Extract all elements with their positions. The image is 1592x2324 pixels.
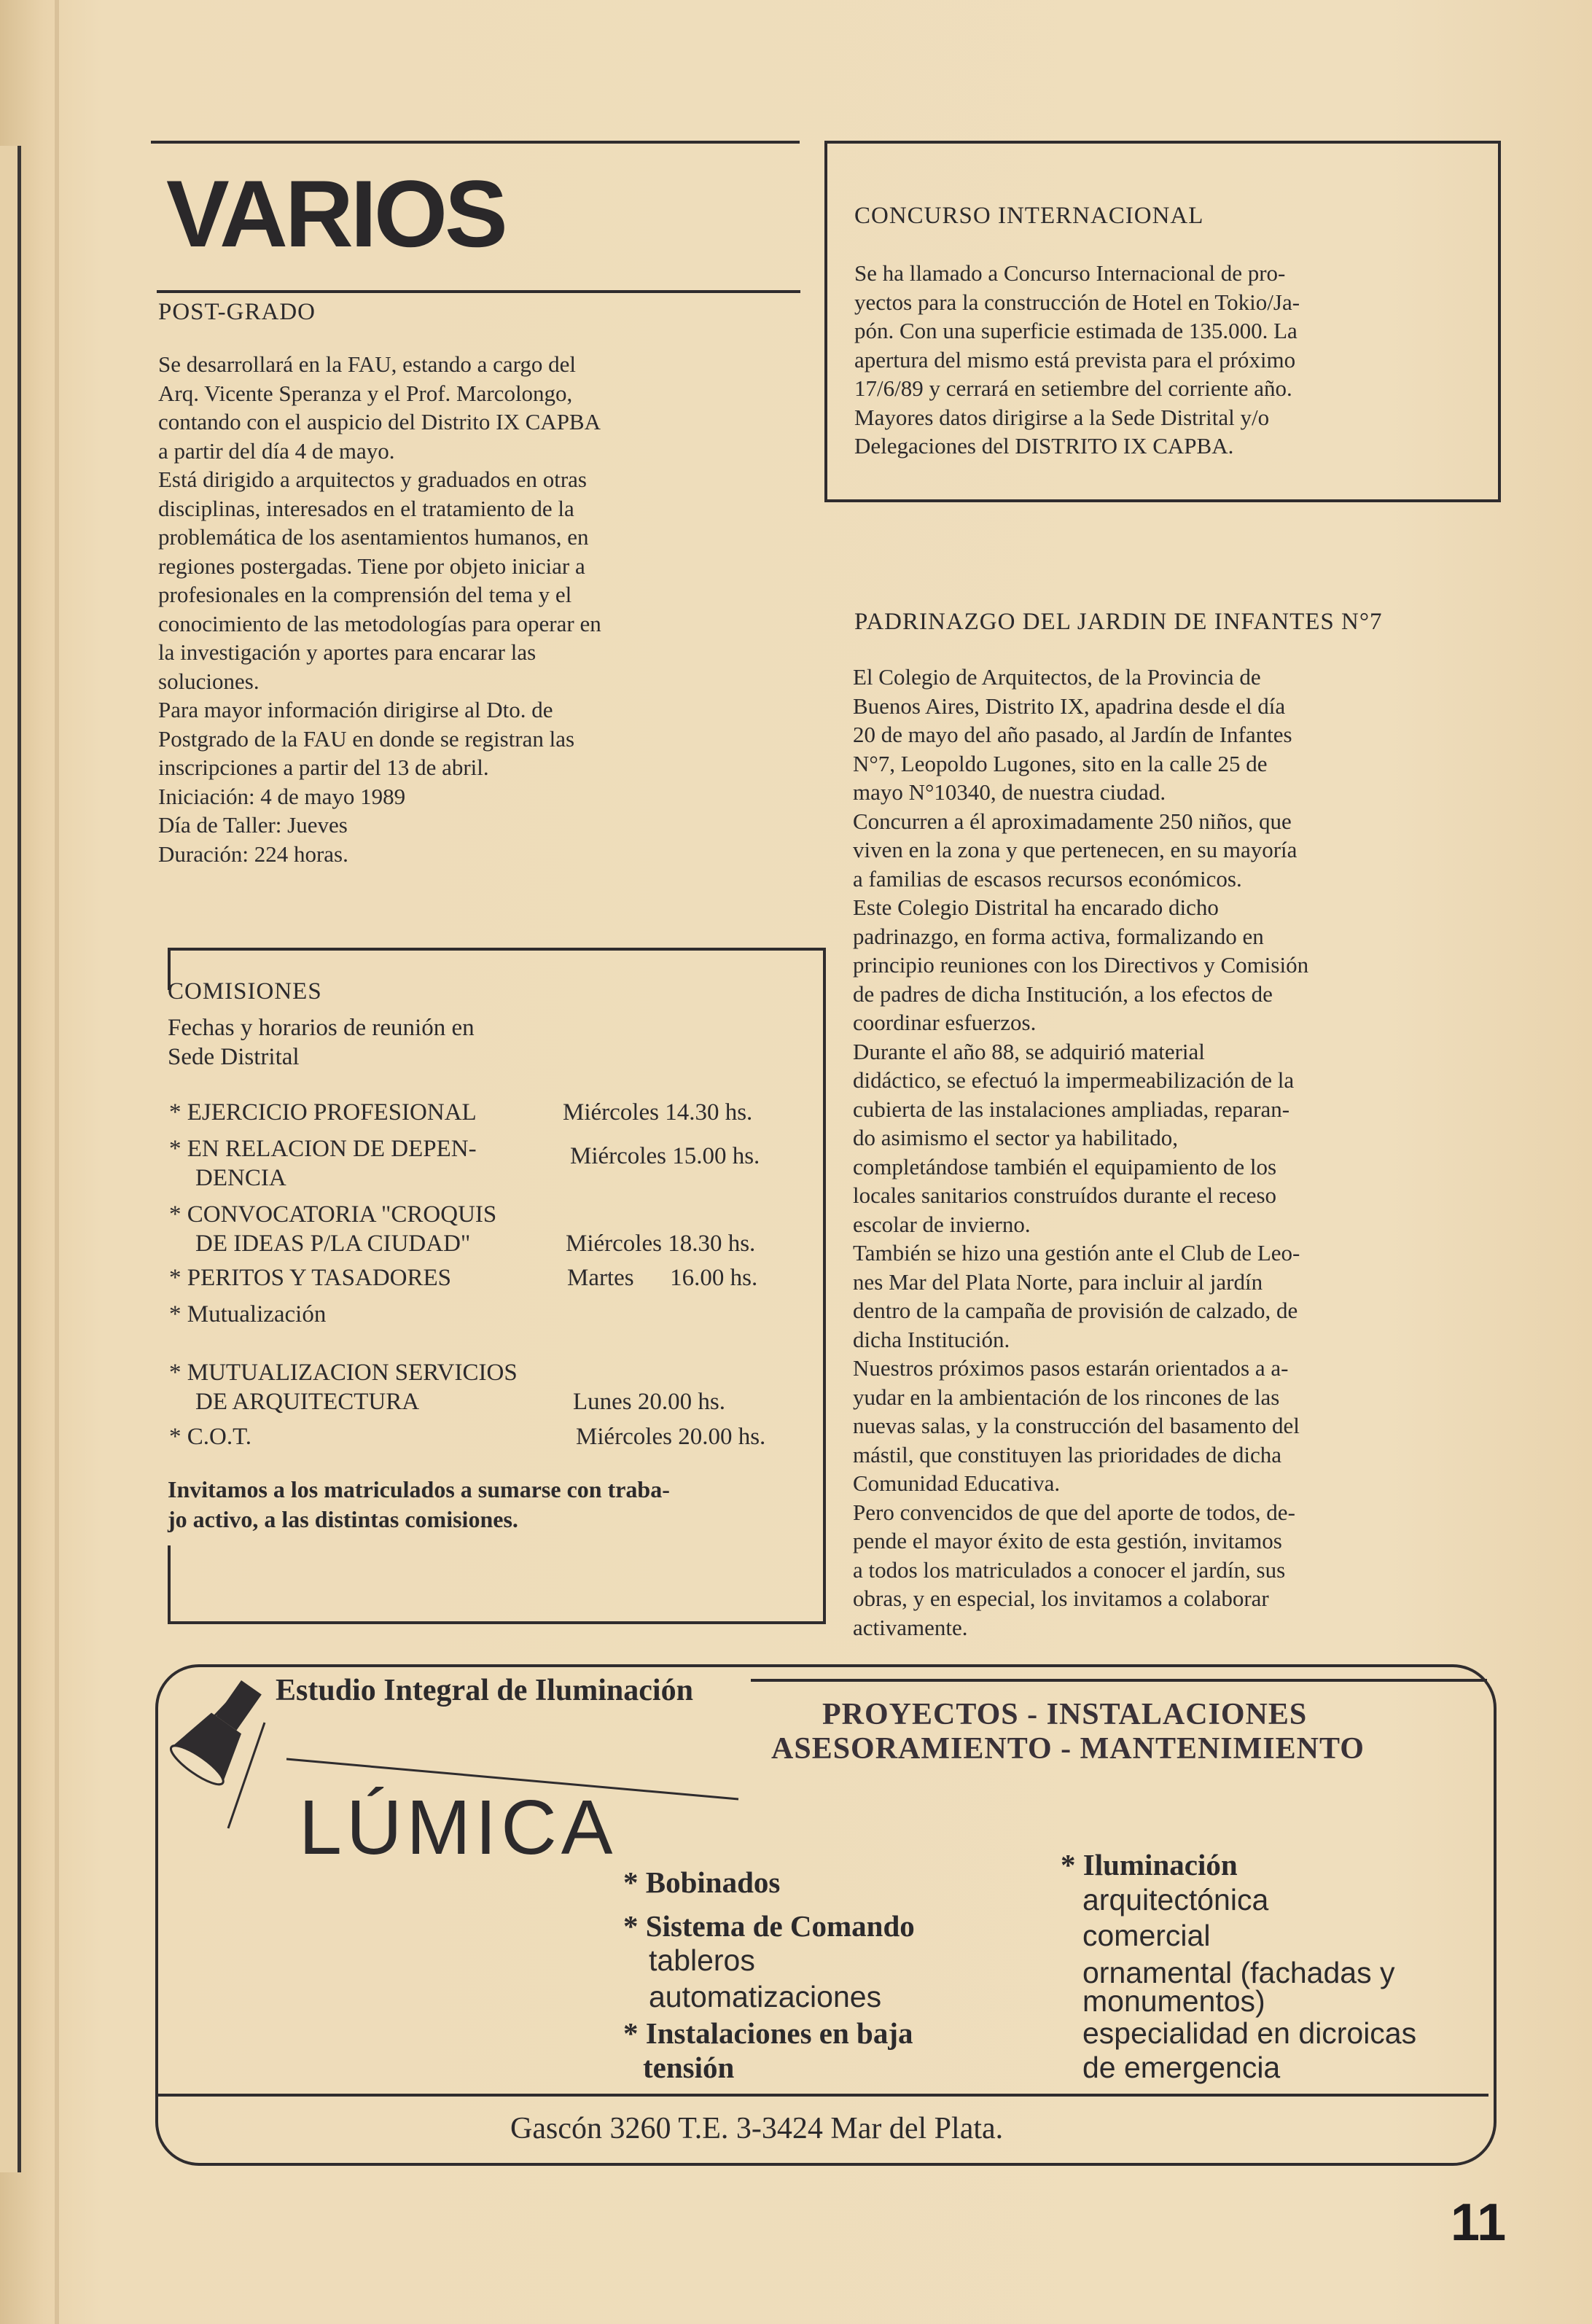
lumica-logo: LÚMICA (299, 1785, 617, 1871)
comisiones-subheading-2: Sede Distrital (168, 1044, 300, 1070)
text-line: 20 de mayo del año pasado, al Jardín de Infantes (853, 722, 1292, 747)
text-line: Nuestros próximos pasos estarán orientados a a- (853, 1355, 1289, 1381)
ad-lighting: * Iluminación (1061, 1848, 1238, 1882)
text-line: a familias de escasos recursos económicos. (853, 865, 1242, 892)
comision-time: Lunes 20.00 hs. (573, 1389, 725, 1415)
ad-headline-2: ASESORAMIENTO - MANTENIMIENTO (771, 1732, 1365, 1766)
comisiones-bottom-rule (168, 1621, 826, 1624)
ad-service: * Bobinados (623, 1865, 781, 1899)
ad-address: Gascón 3260 T.E. 3-3424 Mar del Plata. (510, 2112, 1004, 2145)
section-title: VARIOS (166, 160, 505, 267)
comision-name-cont: DE IDEAS P/LA CIUDAD" (195, 1231, 471, 1257)
text-line: disciplinas, interesados en el tratamiento de la (158, 495, 574, 521)
text-line: Delegaciones del DISTRITO IX CAPBA. (854, 433, 1234, 459)
comision-time: Miércoles 14.30 hs. (563, 1099, 753, 1126)
text-line: la investigación y aportes para encarar las (158, 639, 536, 665)
text-line: do asimismo el sector ya habilitado, (853, 1125, 1178, 1150)
text-line: profesionales en la comprensión del tema y el (158, 582, 572, 607)
text-line: activamente. (853, 1614, 968, 1640)
text-line: escolar de invierno. (853, 1211, 1031, 1237)
ad-top-rule (751, 1679, 1487, 1682)
text-line: yectos para la construcción de Hotel en Tokio/Ja- (854, 289, 1300, 315)
text-line: soluciones. (158, 668, 260, 694)
text-line: Concurren a él aproximadamente 250 niños, que (853, 808, 1292, 834)
ad-lighting-detail: arquitectónica (1082, 1883, 1269, 1916)
ad-lighting-detail: especialidad en dicroicas (1082, 2016, 1417, 2050)
padrinazgo-body (853, 663, 1469, 1642)
text-line: También se hizo una gestión ante el Club de Leo- (853, 1240, 1300, 1266)
text-line: Día de Taller: Jueves (158, 812, 348, 838)
concurso-body (854, 259, 1474, 461)
ad-service-detail: automatizaciones (649, 1980, 882, 2013)
ad-lighting-detail: comercial (1082, 1919, 1211, 1952)
text-line: nes Mar del Plata Norte, para incluir al jardín (853, 1268, 1263, 1295)
comision-time: Martes 16.00 hs. (567, 1265, 758, 1291)
text-line: contando con el auspicio del Distrito IX CAPBA (158, 409, 601, 434)
text-line: locales sanitarios construídos durante el receso (853, 1182, 1277, 1208)
text-line: problemática de los asentamientos humanos, en (158, 524, 589, 550)
ad-lighting-detail: de emergencia (1082, 2051, 1281, 2084)
page-number: 11 (1451, 2194, 1507, 2252)
ad-headline-1: PROYECTOS - INSTALACIONES (822, 1698, 1308, 1731)
text-line: Buenos Aires, Distrito IX, apadrina desde el día (853, 693, 1286, 719)
ad-lighting-detail: ornamental (fachadas y (1082, 1956, 1395, 1989)
text-line: Se desarrollará en la FAU, estando a cargo del (158, 351, 577, 377)
postgrado-heading: POST-GRADO (158, 299, 316, 325)
text-line: apertura del mismo está prevista para el próximo (854, 346, 1296, 373)
ad-service-detail: tableros (649, 1943, 755, 1977)
text-line: pende el mayor éxito de esta gestión, invitamos (853, 1528, 1282, 1553)
text-line: de padres de dicha Institución, a los efectos de (853, 980, 1273, 1007)
text-line: viven en la zona y que pertenecen, en su mayoría (853, 837, 1298, 862)
ad-lighting-detail: monumentos) (1082, 1984, 1265, 2018)
binding-edge (0, 146, 21, 2172)
text-line: mástil, que constituyen las prioridades de dicha (853, 1441, 1281, 1467)
ad-studio-name: Estudio Integral de Iluminación (276, 1674, 693, 1707)
text-line: completándose también el equipamiento de los (853, 1153, 1277, 1179)
text-line: nuevas salas, y la construcción del basamento del (853, 1413, 1300, 1438)
text-line: Iniciación: 4 de mayo 1989 (158, 783, 406, 809)
comision-time: Miércoles 20.00 hs. (576, 1424, 766, 1450)
text-line: coordinar esfuerzos. (853, 1010, 1037, 1035)
text-line: Este Colegio Distrital ha encarado dicho (853, 894, 1219, 920)
text-line: cubierta de las instalaciones ampliadas, reparan- (853, 1096, 1290, 1122)
text-line: Mayores datos dirigirse a la Sede Distrital y/o (854, 404, 1270, 430)
title-bottom-rule (157, 290, 800, 293)
text-line: dicha Institución. (853, 1326, 1010, 1352)
text-line: Durante el año 88, se adquirió material (853, 1038, 1205, 1064)
text-line: conocimiento de las metodologías para operar en (158, 610, 601, 636)
comisiones-top-rule (168, 948, 826, 951)
text-line: obras, y en especial, los invitamos a colaborar (853, 1586, 1269, 1611)
comision-name: * Mutualización (169, 1301, 327, 1327)
text-line: dentro de la campaña de provisión de calzado, de (853, 1298, 1298, 1323)
text-line: El Colegio de Arquitectos, de la Provincia de (853, 664, 1261, 690)
comision-name: * MUTUALIZACION SERVICIOS (169, 1360, 518, 1386)
text-line: Pero convencidos de que del aporte de todos, de- (853, 1499, 1295, 1525)
comisiones-left-tick-bottom (168, 1545, 171, 1624)
ad-service: * Instalaciones en baja (623, 2016, 913, 2050)
text-line: Duración: 224 horas. (158, 841, 348, 867)
comisiones-heading: COMISIONES (168, 978, 322, 1005)
text-line: Arq. Vicente Speranza y el Prof. Marcolongo, (158, 380, 573, 406)
comision-time: Miércoles 18.30 hs. (566, 1231, 756, 1257)
comisiones-footer-2: jo activo, a las distintas comisiones. (168, 1506, 518, 1532)
comisiones-footer-1: Invitamos a los matriculados a sumarse con traba- (168, 1476, 670, 1502)
text-line: Comunidad Educativa. (853, 1470, 1061, 1496)
comision-name-cont: DENCIA (195, 1165, 286, 1191)
comision-name: * EN RELACION DE DEPEN- (169, 1136, 477, 1162)
comision-name: * PERITOS Y TASADORES (169, 1265, 452, 1291)
comision-name-cont: DE ARQUITECTURA (195, 1389, 420, 1415)
ad-service: * Sistema de Comando (623, 1909, 915, 1943)
text-line: Postgrado de la FAU en donde se registran las (158, 725, 575, 752)
text-line: padrinazgo, en forma activa, formalizando en (853, 923, 1264, 949)
text-line: didáctico, se efectuó la impermeabilización de la (853, 1067, 1295, 1093)
page-gutter (55, 0, 59, 2324)
comision-name: * CONVOCATORIA "CROQUIS (169, 1201, 497, 1228)
text-line: N°7, Leopoldo Lugones, sito en la calle 25 de (853, 750, 1268, 776)
text-line: Se ha llamado a Concurso Internacional de pro- (854, 260, 1286, 286)
postgrado-body (158, 350, 775, 868)
text-line: a todos los matriculados a conocer el jardín, sus (853, 1556, 1286, 1583)
text-line: mayo N°10340, de nuestra ciudad. (853, 779, 1166, 805)
text-line: inscripciones a partir del 13 de abril. (158, 754, 489, 780)
text-line: a partir del día 4 de mayo. (158, 437, 395, 464)
text-line: Para mayor información dirigirse al Dto. de (158, 697, 553, 722)
text-line: Está dirigido a arquitectos y graduados en otras (158, 467, 587, 492)
comision-time: Miércoles 15.00 hs. (570, 1143, 760, 1169)
title-top-rule (151, 141, 800, 144)
text-line: regiones postergadas. Tiene por objeto iniciar a (158, 553, 585, 579)
comisiones-subheading-1: Fechas y horarios de reunión en (168, 1015, 475, 1041)
ad-address-rule (157, 2094, 1488, 2097)
comision-name: * EJERCICIO PROFESIONAL (169, 1099, 477, 1126)
ad-service-detail: tensión (643, 2051, 735, 2084)
padrinazgo-heading: PADRINAZGO DEL JARDIN DE INFANTES N°7 (854, 609, 1383, 635)
concurso-heading: CONCURSO INTERNACIONAL (854, 203, 1204, 229)
text-line: 17/6/89 y cerrará en setiembre del corriente año. (854, 375, 1292, 401)
text-line: pón. Con una superficie estimada de 135.000. La (854, 318, 1298, 343)
text-line: yudar en la ambientación de los rincones de las (853, 1384, 1280, 1410)
comisiones-right-rule (823, 948, 826, 1624)
comision-name: * C.O.T. (169, 1424, 252, 1450)
text-line: principio reuniones con los Directivos y Comisión (853, 952, 1309, 978)
